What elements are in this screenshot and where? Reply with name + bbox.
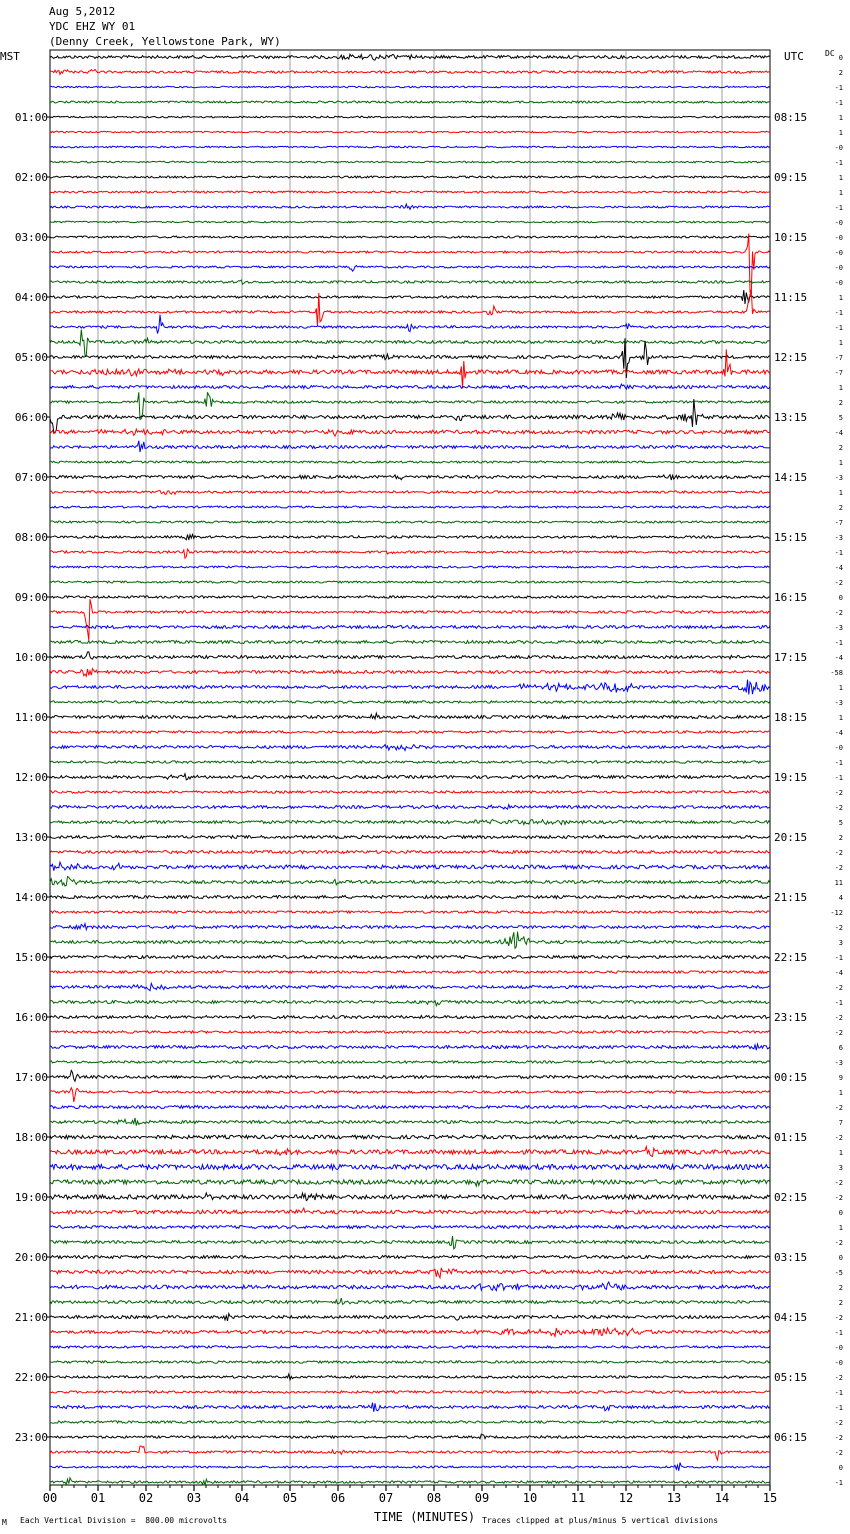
dc-offset-value: -4 — [834, 969, 843, 977]
dc-offset-value: -5 — [834, 1269, 843, 1277]
trace-line — [50, 1374, 770, 1380]
trace-line — [50, 983, 770, 990]
trace-line — [50, 1088, 770, 1102]
trace-line — [50, 641, 770, 644]
trace-line — [50, 1256, 770, 1259]
right-hour-label: 22:15 — [774, 951, 808, 964]
trace-line — [50, 626, 770, 629]
trace-line — [50, 266, 770, 272]
trace-line — [50, 384, 770, 389]
trace-line — [50, 1346, 770, 1348]
left-hour-label: 08:00 — [14, 531, 48, 544]
dc-offset-value: -0 — [834, 144, 843, 152]
dc-offset-value: 2 — [838, 1299, 843, 1307]
right-hour-label: 00:15 — [774, 1071, 808, 1084]
trace-line — [50, 911, 770, 913]
left-hour-label: 19:00 — [14, 1191, 48, 1204]
dc-offset-value: -12 — [830, 909, 843, 917]
dc-offset-value: -1 — [834, 159, 843, 167]
dc-offset-value: -2 — [834, 1314, 843, 1322]
dc-offset-value: 1 — [838, 174, 843, 182]
left-hour-label: 01:00 — [14, 111, 48, 124]
dc-offset-value: -2 — [834, 789, 843, 797]
trace-line — [50, 441, 770, 452]
left-hour-label: 06:00 — [14, 411, 48, 424]
trace-line — [50, 599, 770, 640]
trace-line — [50, 1016, 770, 1019]
trace-line — [50, 791, 770, 793]
left-hour-label: 11:00 — [14, 711, 48, 724]
left-hour-label: 20:00 — [14, 1251, 48, 1264]
left-hour-label: 12:00 — [14, 771, 48, 784]
dc-offset-value: -1 — [834, 759, 843, 767]
dc-offset-value: -2 — [834, 1434, 843, 1442]
left-hour-label: 14:00 — [14, 891, 48, 904]
dc-offset-value: -2 — [834, 1029, 843, 1037]
left-hour-label: 02:00 — [14, 171, 48, 184]
right-hour-label: 09:15 — [774, 171, 808, 184]
dc-label: DC — [825, 49, 835, 58]
trace-line — [50, 731, 770, 733]
dc-offset-value: 1 — [838, 1149, 843, 1157]
trace-line — [50, 86, 770, 88]
dc-offset-value: -1 — [834, 639, 843, 647]
trace-line — [50, 315, 770, 334]
trace-line — [50, 475, 770, 480]
dc-offset-value: -4 — [834, 729, 843, 737]
scale-note: Each Vertical Division = 800.00 microvolts — [20, 1516, 228, 1525]
left-hour-label: 15:00 — [14, 951, 48, 964]
dc-offset-value: -7 — [834, 519, 843, 527]
dc-offset-value: -1 — [834, 774, 843, 782]
dc-offset-value: -1 — [834, 1479, 843, 1487]
left-hour-label: 22:00 — [14, 1371, 48, 1384]
dc-offset-value: 2 — [838, 399, 843, 407]
dc-offset-value: -0 — [834, 1344, 843, 1352]
dc-offset-value: -4 — [834, 654, 843, 662]
plot-frame — [50, 50, 770, 1485]
trace-line — [50, 290, 770, 327]
dc-offset-value: -1 — [834, 1404, 843, 1412]
dc-offset-value: 2 — [838, 834, 843, 842]
dc-offset-value: 1 — [838, 114, 843, 122]
trace-line — [50, 774, 770, 780]
trace-line — [50, 1463, 770, 1471]
dc-offset-value: -1 — [834, 84, 843, 92]
trace-line — [50, 1061, 770, 1063]
right-hour-label: 12:15 — [774, 351, 808, 364]
dc-offset-value: 11 — [834, 879, 843, 887]
trace-line — [50, 1298, 770, 1304]
dc-offset-value: 1 — [838, 714, 843, 722]
trace-line — [50, 1328, 770, 1336]
dc-offset-value: -3 — [834, 474, 843, 482]
dc-offset-value: 1 — [838, 459, 843, 467]
right-hour-label: 06:15 — [774, 1431, 808, 1444]
dc-offset-value: -1 — [834, 99, 843, 107]
trace-line — [50, 956, 770, 959]
trace-line — [50, 1135, 770, 1139]
trace-line — [50, 851, 770, 854]
dc-offset-value: 3 — [838, 1164, 843, 1172]
dc-offset-value: 2 — [838, 69, 843, 77]
trace-line — [50, 521, 770, 523]
dc-offset-value: -1 — [834, 954, 843, 962]
dc-offset-value: -2 — [834, 1449, 843, 1457]
trace-line — [50, 1282, 770, 1291]
dc-offset-value: 7 — [838, 1119, 843, 1127]
x-tick-label: 08 — [426, 1491, 442, 1505]
trace-line — [50, 69, 770, 74]
left-hour-label: 05:00 — [14, 351, 48, 364]
trace-line — [50, 1071, 770, 1082]
trace-line — [50, 877, 770, 887]
x-tick-label: 15 — [762, 1491, 778, 1505]
trace-line — [50, 236, 770, 238]
trace-line — [50, 924, 770, 930]
right-hour-label: 03:15 — [774, 1251, 808, 1264]
trace-line — [50, 429, 770, 436]
dc-offset-value: 1 — [838, 684, 843, 692]
trace-line — [50, 932, 770, 949]
trace-line — [50, 1147, 770, 1157]
dc-offset-value: 5 — [838, 414, 843, 422]
dc-offset-value: 2 — [838, 504, 843, 512]
dc-offset-value: -0 — [834, 264, 843, 272]
dc-offset-value: -1 — [834, 1329, 843, 1337]
x-tick-label: 02 — [138, 1491, 154, 1505]
dc-offset-value: -3 — [834, 1059, 843, 1067]
trace-line — [50, 349, 770, 388]
trace-line — [50, 54, 770, 60]
dc-offset-value: 2 — [838, 444, 843, 452]
x-tick-label: 00 — [42, 1491, 58, 1505]
left-hour-label: 07:00 — [14, 471, 48, 484]
dc-offset-value: -2 — [834, 1239, 843, 1247]
trace-line — [50, 1031, 770, 1033]
dc-offset-value: -2 — [834, 1194, 843, 1202]
dc-offset-value: 6 — [838, 1044, 843, 1052]
dc-offset-value: -2 — [834, 984, 843, 992]
trace-line — [50, 116, 770, 118]
right-hour-label: 01:15 — [774, 1131, 808, 1144]
x-tick-label: 11 — [570, 1491, 586, 1505]
trace-line — [50, 176, 770, 178]
dc-offset-value: -4 — [834, 429, 843, 437]
dc-offset-value: 0 — [838, 1464, 843, 1472]
right-hour-label: 18:15 — [774, 711, 808, 724]
left-hour-label: 04:00 — [14, 291, 48, 304]
trace-line — [50, 1165, 770, 1170]
dc-offset-value: 5 — [838, 819, 843, 827]
right-hour-label: 21:15 — [774, 891, 808, 904]
dc-offset-value: -2 — [834, 849, 843, 857]
trace-line — [50, 1193, 770, 1201]
dc-offset-value: -1 — [834, 999, 843, 1007]
trace-line — [50, 506, 770, 508]
dc-offset-value: 1 — [838, 384, 843, 392]
dc-offset-value: -1 — [834, 1389, 843, 1397]
trace-line — [50, 1403, 770, 1412]
trace-line — [50, 161, 770, 163]
dc-offset-value: 0 — [838, 594, 843, 602]
trace-line — [50, 745, 770, 751]
dc-offset-value: -2 — [834, 579, 843, 587]
dc-offset-value: 2 — [838, 1284, 843, 1292]
dc-offset-value: -2 — [834, 1419, 843, 1427]
trace-line — [50, 1001, 770, 1006]
dc-offset-value: -0 — [834, 249, 843, 257]
dc-offset-value: -3 — [834, 624, 843, 632]
left-hour-label: 16:00 — [14, 1011, 48, 1024]
trace-line — [50, 1118, 770, 1126]
dc-offset-value: -0 — [834, 744, 843, 752]
trace-line — [50, 146, 770, 148]
trace-line — [50, 399, 770, 433]
dc-offset-value: -2 — [834, 609, 843, 617]
right-hour-label: 08:15 — [774, 111, 808, 124]
trace-line — [50, 1044, 770, 1050]
dc-offset-value: -1 — [834, 549, 843, 557]
trace-line — [50, 819, 770, 824]
dc-offset-value: 0 — [838, 54, 843, 62]
x-tick-label: 05 — [282, 1491, 298, 1505]
trace-line — [50, 566, 770, 568]
trace-line — [50, 1446, 770, 1460]
dc-offset-value: -2 — [834, 804, 843, 812]
dc-offset-value: 9 — [838, 1074, 843, 1082]
trace-line — [50, 1421, 770, 1423]
dc-offset-value: 1 — [838, 339, 843, 347]
right-hour-label: 10:15 — [774, 231, 808, 244]
station-location: (Denny Creek, Yellowstone Park, WY) — [49, 35, 281, 48]
dc-offset-value: 3 — [838, 939, 843, 947]
trace-line — [50, 596, 770, 598]
dc-offset-value: 0 — [838, 1209, 843, 1217]
trace-line — [50, 280, 770, 284]
dc-offset-value: -1 — [834, 324, 843, 332]
x-tick-label: 07 — [378, 1491, 394, 1505]
dc-offset-value: -0 — [834, 279, 843, 287]
x-axis-title: TIME (MINUTES) — [374, 1510, 476, 1524]
dc-offset-value: -0 — [834, 1359, 843, 1367]
plot-date: Aug 5,2012 — [49, 5, 116, 18]
dc-offset-value: 0 — [838, 1254, 843, 1262]
dc-offset-value: -7 — [834, 369, 843, 377]
x-tick-label: 10 — [522, 1491, 538, 1505]
trace-line — [50, 1268, 770, 1278]
trace-line — [50, 221, 770, 223]
right-hour-label: 16:15 — [774, 591, 808, 604]
trace-line — [50, 971, 770, 973]
dc-offset-value: 1 — [838, 1224, 843, 1232]
trace-line — [50, 191, 770, 193]
trace-line — [50, 713, 770, 719]
trace-line — [50, 234, 770, 293]
trace-line — [50, 549, 770, 558]
right-hour-label: 19:15 — [774, 771, 808, 784]
trace-line — [50, 101, 770, 103]
dc-offset-value: 4 — [838, 894, 843, 902]
right-hour-label: 11:15 — [774, 291, 808, 304]
trace-line — [50, 669, 770, 677]
left-hour-label: 21:00 — [14, 1311, 48, 1324]
trace-line — [50, 836, 770, 839]
left-hour-label: 10:00 — [14, 651, 48, 664]
left-zone-label: MST — [0, 50, 20, 63]
x-tick-label: 13 — [666, 1491, 682, 1505]
right-hour-label: 15:15 — [774, 531, 808, 544]
dc-offset-value: -2 — [834, 864, 843, 872]
right-hour-label: 02:15 — [774, 1191, 808, 1204]
trace-line — [50, 680, 770, 695]
x-tick-label: 06 — [330, 1491, 346, 1505]
trace-line — [50, 652, 770, 659]
trace-line — [50, 461, 770, 463]
x-tick-label: 14 — [714, 1491, 730, 1505]
trace-line — [50, 862, 770, 871]
x-tick-label: 12 — [618, 1491, 634, 1505]
x-tick-label: 03 — [186, 1491, 202, 1505]
right-hour-label: 13:15 — [774, 411, 808, 424]
clip-note: Traces clipped at plus/minus 5 vertical divisions — [482, 1516, 719, 1525]
dc-offset-value: 1 — [838, 294, 843, 302]
dc-offset-value: -0 — [834, 219, 843, 227]
trace-line — [50, 1478, 770, 1486]
trace-line — [50, 1361, 770, 1363]
left-hour-label: 18:00 — [14, 1131, 48, 1144]
trace-line — [50, 1314, 770, 1321]
dc-offset-value: -0 — [834, 234, 843, 242]
right-zone-label: UTC — [784, 50, 804, 63]
trace-line — [50, 701, 770, 703]
right-hour-label: 17:15 — [774, 651, 808, 664]
trace-line — [50, 1180, 770, 1186]
left-hour-label: 23:00 — [14, 1431, 48, 1444]
dc-offset-value: -3 — [834, 534, 843, 542]
trace-line — [50, 204, 770, 209]
trace-line — [50, 491, 770, 495]
trace-line — [50, 1106, 770, 1109]
dc-offset-value: 1 — [838, 489, 843, 497]
x-tick-label: 04 — [234, 1491, 250, 1505]
right-hour-label: 05:15 — [774, 1371, 808, 1384]
trace-line — [50, 761, 770, 763]
dc-offset-value: -2 — [834, 1104, 843, 1112]
right-hour-label: 04:15 — [774, 1311, 808, 1324]
dc-offset-value: -3 — [834, 699, 843, 707]
dc-offset-value: -4 — [834, 564, 843, 572]
x-tick-label: 09 — [474, 1491, 490, 1505]
right-hour-label: 14:15 — [774, 471, 808, 484]
right-hour-label: 23:15 — [774, 1011, 808, 1024]
station-code: YDC EHZ WY 01 — [49, 20, 136, 33]
trace-line — [50, 1226, 770, 1229]
left-hour-label: 09:00 — [14, 591, 48, 604]
dc-offset-value: 1 — [838, 129, 843, 137]
trace-line — [50, 535, 770, 541]
trace-line — [50, 896, 770, 899]
trace-line — [50, 805, 770, 810]
dc-offset-value: 1 — [838, 1089, 843, 1097]
dc-offset-value: -2 — [834, 1134, 843, 1142]
dc-offset-value: -2 — [834, 1179, 843, 1187]
dc-offset-value: -2 — [834, 1014, 843, 1022]
trace-line — [50, 581, 770, 583]
left-hour-label: 03:00 — [14, 231, 48, 244]
corner-mark: M — [2, 1518, 7, 1527]
dc-offset-value: -1 — [834, 309, 843, 317]
trace-line — [50, 1434, 770, 1439]
dc-offset-value: -1 — [834, 204, 843, 212]
trace-line — [50, 1208, 770, 1214]
right-hour-label: 20:15 — [774, 831, 808, 844]
trace-line — [50, 1391, 770, 1393]
trace-line — [50, 290, 770, 304]
dc-offset-value: -2 — [834, 924, 843, 932]
dc-offset-value: -2 — [834, 1374, 843, 1382]
left-hour-label: 13:00 — [14, 831, 48, 844]
left-hour-label: 17:00 — [14, 1071, 48, 1084]
dc-offset-value: -58 — [830, 669, 843, 677]
x-tick-label: 01 — [90, 1491, 106, 1505]
dc-offset-value: -7 — [834, 354, 843, 362]
dc-offset-value: 1 — [838, 189, 843, 197]
trace-line — [50, 1236, 770, 1249]
trace-line — [50, 131, 770, 133]
